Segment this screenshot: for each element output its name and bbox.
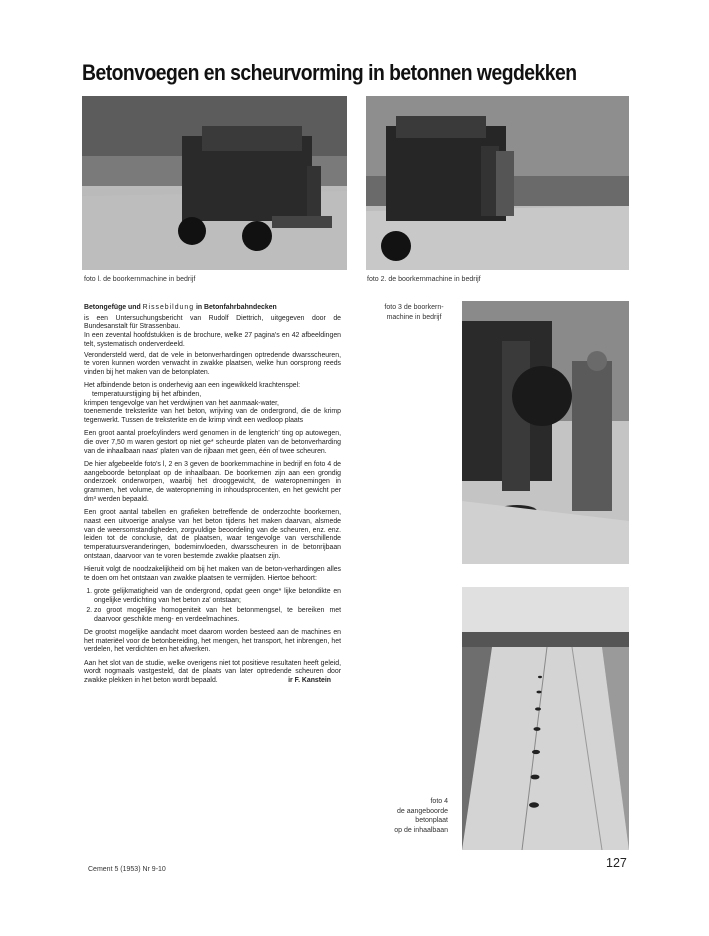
photo-3-image — [462, 301, 629, 564]
paragraph-3-intro: Het afbindende beton is onderhevig aan een ingewikkeld krachtenspel: — [84, 382, 301, 390]
paragraph-8: De grootst mogelijke aandacht moet daarom worden besteed aan de machines en het materiëel voor de betonbereiding, het mengen, het transport, het inbrengen, het verdelen, het verdichten en het afwerken. — [84, 628, 341, 654]
requirements-list — [84, 588, 341, 624]
article-body — [84, 304, 341, 690]
article-heading — [84, 304, 341, 313]
paragraph-3 — [84, 382, 341, 426]
photo-3-caption-line-2: machine in bedrijf — [386, 313, 442, 321]
photo-1-caption: foto l. de boorkernmachine in bedrijf — [84, 276, 196, 283]
photo-4-image — [462, 587, 629, 850]
requirements-list-item-1: 1. grote gelijkmatigheid van de ondergrond, opdat geen onge* lijke betondikte en ongelijke verdichting van het beton za' ontstaan; — [94, 588, 341, 605]
paragraph-1b-text: In een zevental hoofdstukken is de brochure, welke 27 pagina's en 42 afbeeldingen telt, systematisch onderverdeeld. — [84, 332, 341, 348]
requirements-list-item-2: 2. zo groot mogelijke homogeniteit van het betonmengsel, te bereiken met daarvoor geschikte meng- en verdeelmachines. — [94, 607, 341, 624]
photo-4-caption — [380, 797, 448, 835]
photo-2-core-drilling-machine — [366, 96, 629, 270]
article-heading-spaced: Rissebildung — [142, 304, 195, 311]
paragraph-9 — [84, 660, 341, 686]
photo-1-image — [82, 96, 347, 270]
paragraph-2: Verondersteld werd, dat de vele in betonverhardingen optredende dwarsscheuren, te voren kunnen worden verwacht in zwakke plaatsen, welke hun oorsprong reeds vinden bij het maken van de betonplaten. — [84, 351, 341, 376]
paragraph-6: Een groot aantal tabellen en grafieken betreffende de onderzochte boorkernen, naast een uitvoerige analyse van het beton tijdens het maken daarvan, alsmede van de weersomstandigheden, zorgvuldige beoordeling van de scheuren, enz. enz. leiden tot de conclusie, dat de plaatsen, waar tengevolge van verschillende temperatuursveranderingen, bodeminvloeden, dwarsscheuren in de betonrijbaan ontstaan, daarvoor van te voren bestemde zwakke plaatsen zijn. — [84, 509, 341, 560]
photo-3-caption-line-1: foto 3 de boorkern- — [384, 304, 444, 311]
article-author: ir F. Kanstein — [288, 676, 331, 684]
paragraph-3-line-3: toenemende treksterkte van het beton, wrijving van de ondergrond, die de krimp tegenwerkt. Tussen de treksterkte en de krimp vindt een wedloop plaats — [84, 408, 341, 425]
photo-4-caption-line-4: op de inhaalbaan — [394, 826, 448, 834]
photo-2-image — [366, 96, 629, 270]
journal-reference: Cement 5 (1953) Nr 9-10 — [88, 866, 166, 873]
photo-4-drilled-concrete-slab — [462, 587, 629, 850]
paragraph-7: Hieruit volgt de noodzakelijkheid om bij het maken van de beton-verhardingen alles te doen om het ontstaan van zwakke plaatsen te vermijden. Hiertoe behoort: — [84, 565, 341, 582]
photo-4-caption-line-1: foto 4 — [430, 798, 448, 805]
photo-3-caption — [378, 303, 450, 322]
photo-4-caption-line-3: betonplaat — [415, 817, 448, 824]
article-heading-part-b: in Betonfahrbahndecken — [195, 304, 277, 311]
paragraph-1-text: is een Untersuchungsbericht van Rudolf Diettrich, uitgegeven door de Bundesanstalt für Strassenbau. — [84, 314, 341, 331]
paragraph-4: Een groot aantal proefcylinders werd genomen in de lengterich' ting op autowegen, die over 7,50 m waren gestort op niet ge* scheurde platen van de betonverharding van de inhaalbaan naas' platen van de rijbaan met geen, één of twee scheuren. — [84, 430, 341, 455]
photo-4-caption-line-2: de aangeboorde — [397, 807, 448, 815]
paragraph-5: De hier afgebeelde foto's l, 2 en 3 geven de boorkernmachine in bedrijf en foto 4 de aangeboorde betonplaat op de inhaalbaan. De boorkernen zijn aan een grondig onderzoek onderworpen, waarbij het drooggewicht, de wateropnemingen in grammen, het volume, de wateropneming in inhoudsprocenten, en het gewicht per dm³ werden bepaald. — [84, 461, 341, 503]
article-heading-part-a: Betongefüge und — [84, 304, 141, 311]
photo-1-core-drilling-machine — [82, 96, 347, 270]
photo-2-caption: foto 2. de boorkernmachine in bedrijf — [367, 276, 481, 283]
page-title: Betonvoegen en scheurvorming in betonnen wegdekken — [82, 60, 577, 85]
paragraph-9-text: Aan het slot van de studie, welke overigens niet tot positieve resultaten heeft geleid, wordt nogmaals vastgesteld, dat de plaats van later optredende scheuren door zwakke plekken in het beton wordt bepaald. — [84, 659, 341, 684]
page-number: 127 — [606, 856, 627, 870]
photo-3-core-drilling-machine — [462, 301, 629, 564]
paragraph-3-line-2: krimpen tengevolge van het verdwijnen van het aanmaak-water, — [84, 399, 279, 407]
paragraph-3-line-1: temperatuurstijging bij het afbinden, — [92, 390, 202, 398]
paragraph-1 — [84, 315, 341, 350]
